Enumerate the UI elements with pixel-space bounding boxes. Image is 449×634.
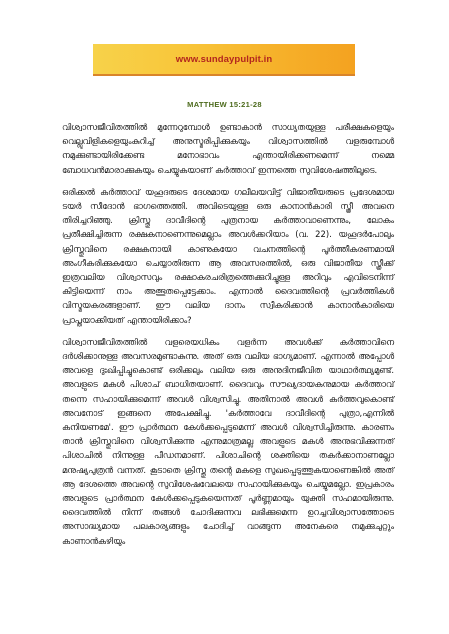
scripture-reference: MATTHEW 15:21-28	[187, 100, 262, 109]
site-url[interactable]: www.sundaypulpit.in	[175, 53, 273, 65]
paragraph-1: വിശ്വാസജീവിതത്തിൽ മുന്നേറുമ്പോൾ ഉണ്ടാകാൻ സാധ്യതയുള്ള പരീക്ഷകളെയും വെല്ലുവിളികളെയുംകുറിച്ച് അനുസ്മരിപ്പിക്കുകയും വിശ്വാസത്തിൽ വളരുമ്പോൾ നമുക്കുണ്ടായിരിക്കേണ്ട മനോഭാവം എന്തായിരിക്കണമെന്ന് നമ്മെ ബോധവൻമാരാക്കുകയും ചെയ്യുകയാണ് കർത്താവ് ഇന്നത്തെ സുവിശേഷത്തിലൂടെ.	[62, 122, 394, 175]
paragraph-2: ഒരിക്കൽ കർത്താവ് യഹൂദരുടെ ദേശമായ ഗലീലയവിട്ട് വിജാതീയരുടെ പ്രദേശമായ ടയർ സീദോൻ ഭാഗത്തെത്തി. അവിടെയുള്ള ഒരു കാനാൻകാരി സ്ത്രീ അവനെ തിരിച്ചറിഞ്ഞു. ക്രിസ്തു ദാവീദിന്റെ പുത്രനായ കർത്താവാണെന്നും, ലോകം പ്രതീക്ഷിച്ചിരുന്ന രക്ഷകനാണെന്നുമെല്ലാം അവൾക്കറിയാം (വ. 22). യഹൂദർപോലും ക്രിസ്തുവിനെ രക്ഷകനായി കാണുകയോ വചനത്തിന്റെ പൂർത്തീകരണമായി അംഗീകരിക്കുകയോ ചെയ്യാതിരുന്ന ആ അവസരത്തിൽ, ഒരു വിജാതീയ സ്ത്രീക്ക് ഇത്രവലിയ വിശ്വാസവും രക്ഷാകരചരിത്രത്തെക്കുറിച്ചുള്ള അറിവും എവിടെനിന്ന് കിട്ടിയെന്ന് നാം അത്ഭുതപ്പെട്ടേക്കാം. എന്നാൽ ദൈവത്തിന്റെ പ്രവർത്തികൾ വിസ്മയകരങ്ങളാണ്. ഈ വലിയ ദാനം സ്വീകരിക്കാൻ കാനാൻകാരിയെ പ്രാപ്തയാക്കിയത് എന്തായിരിക്കാം?	[62, 186, 394, 325]
sermon-body	[62, 120, 394, 556]
paragraph-3: വിശ്വാസജീവിതത്തിൽ വളരെയധികം വളർന്ന അവൾക്ക് കർത്താവിനെ ദർശിക്കാനുള്ള അവസരമുണ്ടാകുന്നു. അത് ഒരു വലിയ ഭാഗ്യമാണ്. എന്നാൽ അപ്പോൾ അവളെ ദുഃഖിപ്പിച്ചുകൊണ്ട് ഒരിക്കലും വലിയ ഒരു അനുദിനജീവിത യാഥാർത്ഥ്യമുണ്ട്. അവളുടെ മകൾ പിശാച് ബാധിതയാണ്. ദൈവവും സൗഖ്യദായകനുമായ കർത്താവ് തന്നെ സഹായിക്കുമെന്ന് അവൾ വിശ്വസിച്ചു. അതിനാൽ അവൾ കർത്തവുകൊണ്ട് അവനോട് ഇങ്ങനെ അപേക്ഷിച്ചു. 'കർത്താവേ ദാവീദിന്റെ പുത്രാ,എന്നിൽ കനിയണമേ'. ഈ പ്രാർത്ഥന കേൾക്കപ്പെടുമെന്ന് അവൾ വിശ്വസിച്ചിരുന്നു. കാരണം താൻ ക്രിസ്തുവിനെ വിശ്വസിക്കുന്നു എന്നുമാത്രമല്ല അവളുടെ മകൾ അനുഭവിക്കുന്നത് പിശാചിൽ നിന്നുള്ള പീഡനമാണ്. പിശാചിന്റെ ശക്തിയെ തകർക്കാനാണല്ലോ മനുഷ്യപുത്രൻ വന്നത്. കൂടാതെ ക്രിസ്തു തന്റെ മകളെ സുഖപ്പെടുത്തുകയാണെങ്കിൽ അത് ആ ദേശത്തെ അവന്റെ സുവിശേഷവേലയെ സഹായിക്കുകയും ചെയ്യുമല്ലോ. ഇപ്രകാരം അവളുടെ പ്രാർത്ഥന കേൾക്കപ്പെടുകയെന്നത് പൂർണ്ണമായും യുക്തി സഹമായിരുന്നു. ദൈവത്തിൽ നിന്ന് തങ്ങൾ ചോദിക്കുന്നവ ലഭിക്കുമെന്ന ഉറച്ചവിശ്വാസത്തോടെ അസാദ്ധ്യമായ പലകാര്യങ്ങളും ചോദിച്ച് വാങ്ങുന്ന അനേകരെ നമുക്കുചുറ്റും കാണാൻകഴിയും	[62, 336, 394, 546]
site-banner	[93, 44, 355, 76]
